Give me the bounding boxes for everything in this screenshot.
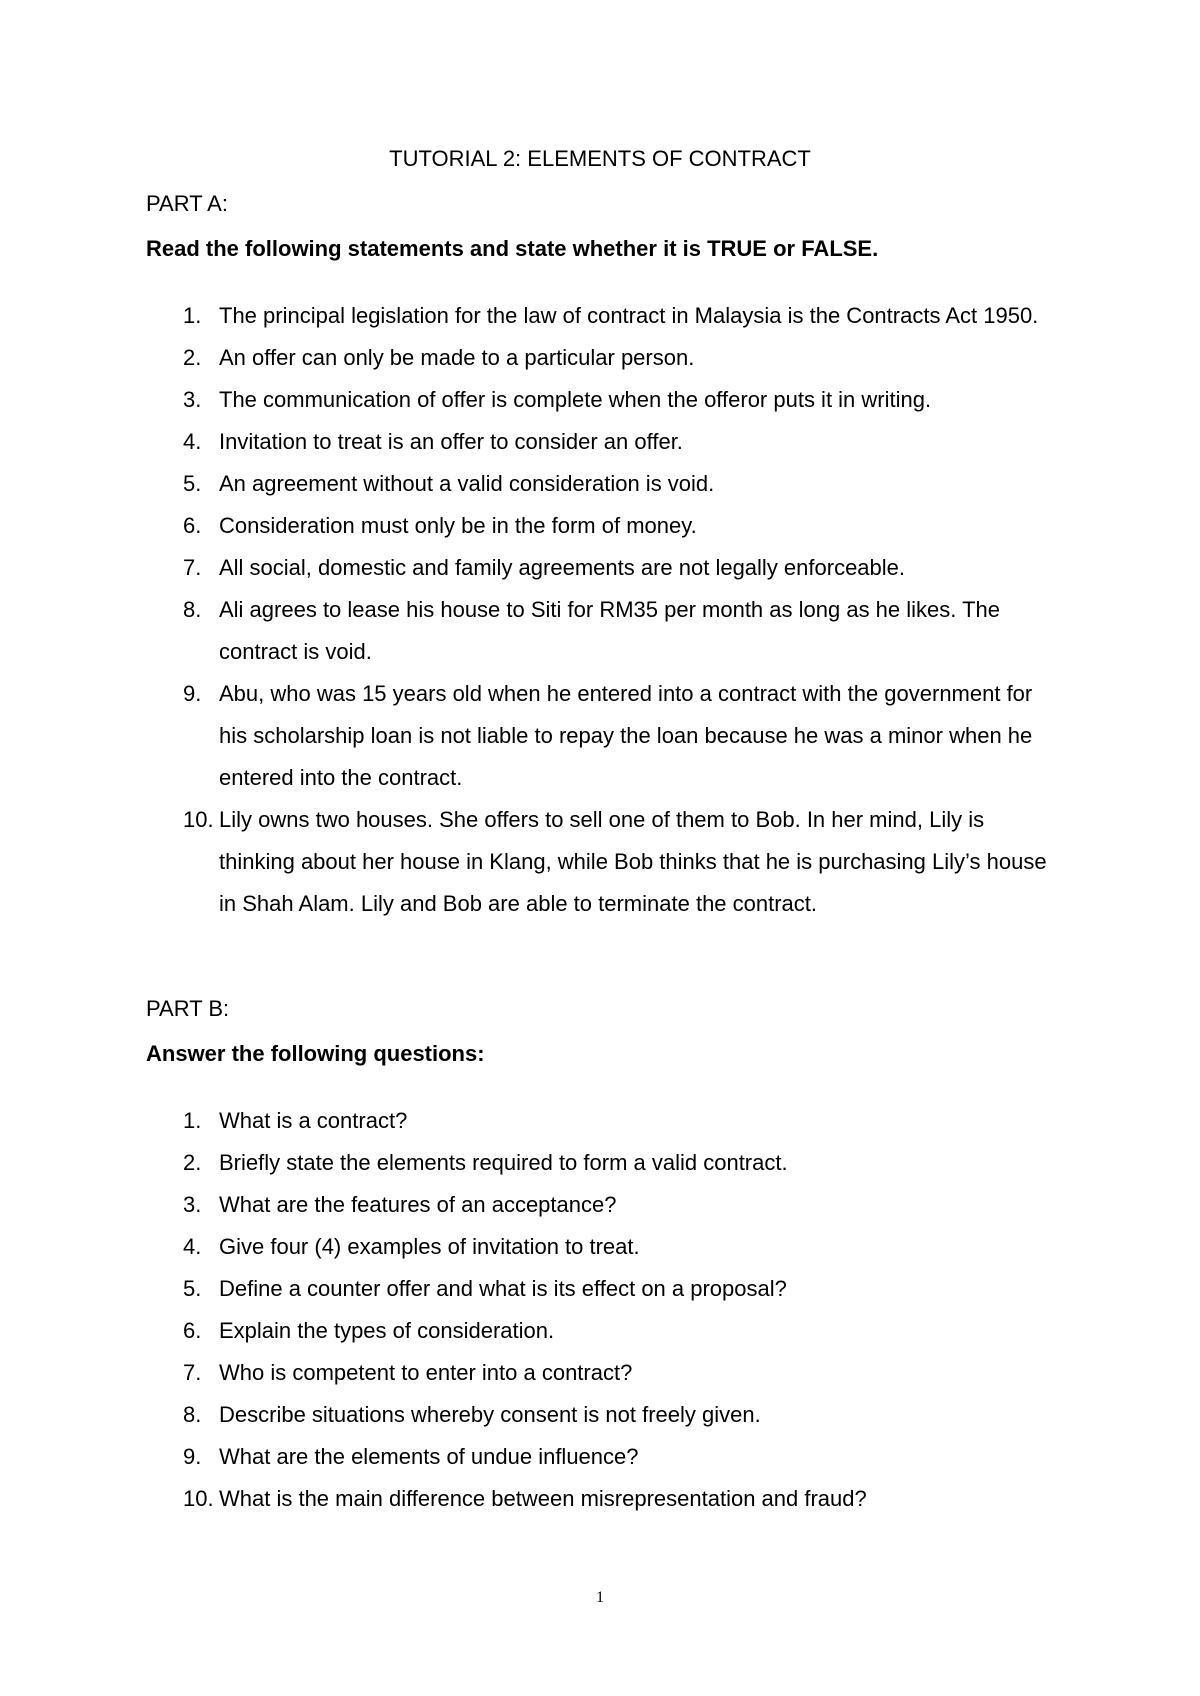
item-text: Invitation to treat is an offer to consider an offer. [219,429,683,454]
part-b-heading: PART B: [146,996,230,1021]
item-text: Briefly state the elements required to form a valid contract. [219,1150,788,1175]
item-number: 10. [183,807,214,832]
list-item [146,1478,1066,1520]
part-a-heading: PART A: [146,191,228,216]
item-number: 4. [183,1234,202,1259]
list-item [146,589,1066,673]
list-item [146,295,1066,337]
item-text: The principal legislation for the law of contract in Malaysia is the Contracts Act 1950. [219,303,1039,328]
item-number: 8. [183,597,202,622]
part-a-section [146,191,1066,925]
list-item [146,337,1066,379]
item-number: 6. [183,1318,202,1343]
item-number: 5. [183,471,202,496]
item-number: 3. [183,387,202,412]
list-item [146,379,1066,421]
list-item [146,421,1066,463]
item-text: Who is competent to enter into a contract? [219,1360,633,1385]
list-item [146,1352,1066,1394]
list-item [146,547,1066,589]
list-item [146,1226,1066,1268]
item-text: What are the elements of undue influence? [219,1444,639,1469]
item-number: 9. [183,681,202,706]
item-number: 1. [183,1108,202,1133]
part-a-instruction: Read the following statements and state whether it is TRUE or FALSE. [146,236,879,261]
part-b-section [146,996,1066,1520]
item-text: Abu, who was 15 years old when he entered into a contract with the government for his scholarship loan is not liable to repay the loan because he was a minor when he entered into the contract. [219,681,1033,790]
item-number: 6. [183,513,202,538]
item-number: 7. [183,555,202,580]
document-title: TUTORIAL 2: ELEMENTS OF CONTRACT [389,146,811,171]
page-number: 1 [596,1589,604,1606]
list-item [146,1142,1066,1184]
item-text: An agreement without a valid consideration is void. [219,471,715,496]
part-a-statement-list [146,295,1066,925]
list-item [146,1268,1066,1310]
item-text: Explain the types of consideration. [219,1318,555,1343]
list-item [146,1436,1066,1478]
list-item [146,799,1066,925]
item-text: Consideration must only be in the form of money. [219,513,697,538]
item-number: 5. [183,1276,202,1301]
list-item [146,673,1066,799]
item-text: What is the main difference between misrepresentation and fraud? [219,1486,867,1511]
list-item [146,1184,1066,1226]
list-item [146,1100,1066,1142]
list-item [146,1310,1066,1352]
list-item [146,463,1066,505]
list-item [146,505,1066,547]
item-number: 9. [183,1444,202,1469]
item-text: Describe situations whereby consent is not freely given. [219,1402,761,1427]
item-text: What are the features of an acceptance? [219,1192,617,1217]
list-item [146,1394,1066,1436]
item-text: Give four (4) examples of invitation to treat. [219,1234,640,1259]
item-text: The communication of offer is complete when the offeror puts it in writing. [219,387,932,412]
item-number: 1. [183,303,202,328]
item-text: All social, domestic and family agreements are not legally enforceable. [219,555,906,580]
item-number: 2. [183,1150,202,1175]
part-b-question-list [146,1100,1066,1520]
part-b-instruction: Answer the following questions: [146,1041,485,1066]
item-number: 2. [183,345,202,370]
item-number: 7. [183,1360,202,1385]
item-number: 8. [183,1402,202,1427]
item-number: 10. [183,1486,214,1511]
item-number: 3. [183,1192,202,1217]
item-number: 4. [183,429,202,454]
item-text: Define a counter offer and what is its effect on a proposal? [219,1276,787,1301]
item-text: Ali agrees to lease his house to Siti for RM35 per month as long as he likes. The contract is void. [219,597,1001,664]
item-text: An offer can only be made to a particular person. [219,345,695,370]
item-text: What is a contract? [219,1108,408,1133]
item-text: Lily owns two houses. She offers to sell one of them to Bob. In her mind, Lily is thinking about her house in Klang, while Bob thinks that he is purchasing Lily’s house in Shah Alam. Lily and Bob are able to terminate the contract. [219,807,1047,916]
